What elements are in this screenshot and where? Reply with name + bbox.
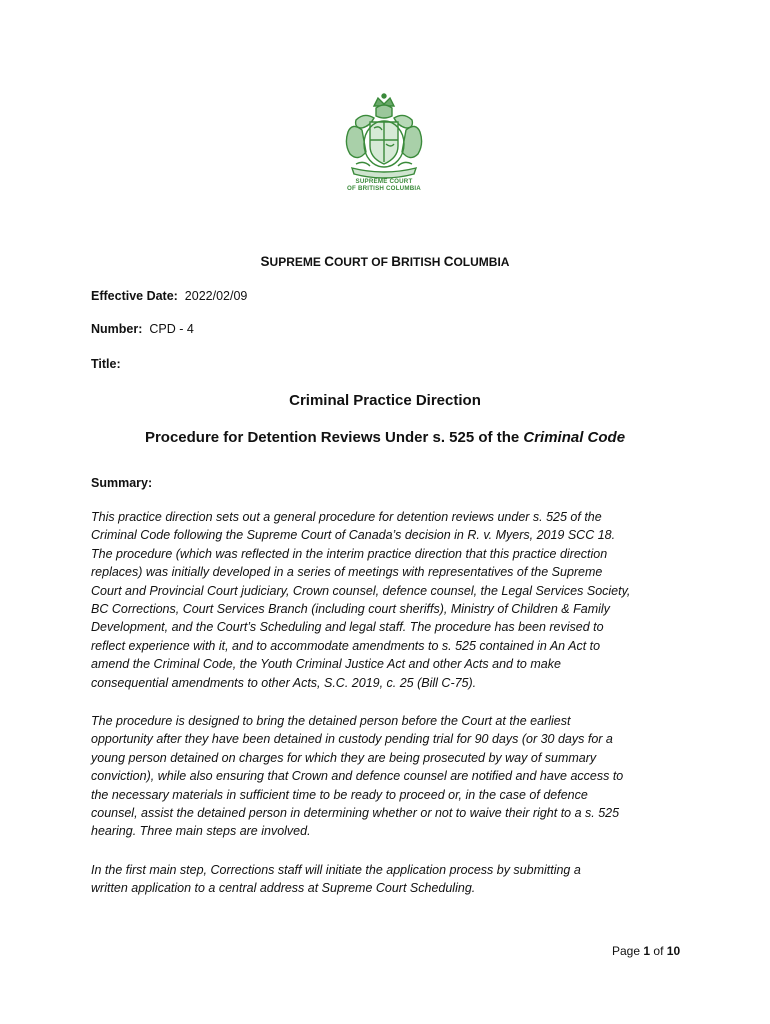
summary-paragraph-3: In the first main step, Corrections staff will initiate the application process by submitting a written application to a central address at Supreme Court Scheduling. — [91, 863, 581, 896]
crest-line-2: OF BRITISH COLUMBIA — [347, 185, 421, 192]
effective-date-row — [91, 289, 247, 303]
number-value: CPD - 4 — [149, 322, 194, 336]
document-title: Criminal Practice Direction — [289, 392, 481, 409]
summary-label: Summary: — [91, 476, 153, 490]
crest-caption — [330, 178, 438, 192]
court-name-heading: SUPREME COURT OF BRITISH COLUMBIA — [260, 254, 510, 269]
number-label: Number: — [91, 322, 143, 336]
title-row — [91, 357, 121, 371]
number-row — [91, 322, 194, 336]
title-label: Title: — [91, 357, 121, 371]
effective-date-value: 2022/02/09 — [184, 289, 248, 303]
summary-paragraph-1: This practice direction sets out a general procedure for detention reviews under s. 525 of the Criminal Code following the Supreme Court of Canada’s decision in R. v. Myers, 2019 SCC 18. The procedure (which was reflected in the interim practice direction that this practice direction replaces) was initially developed in a series of meetings with representatives of the Supreme Court and Provincial Court judiciary, Crown counsel, defence counsel, the Legal Services Society, BC Corrections, Court Services Branch (including court sheriffs), Ministry of Children & Family Development, and the Court’s Scheduling and legal staff. The procedure has been revised to reflect experience with it, and to accommodate amendments to s. 525 contained in An Act to amend the Criminal Code, the Youth Criminal Justice Act and other Acts and to make consequential amendments to other Acts, S.C. 2019, c. 25 (Bill C-75). — [91, 510, 631, 690]
summary-paragraph-2: The procedure is designed to bring the detained person before the Court at the earliest opportunity after they have been detained in custody pending trial for 90 days (or 30 days for a young person detained on charges for which they are being prosecuted by way of summary conviction), while also ensuring that Crown and defence counsel are notified and have access to the necessary materials in sufficient time to be ready to proceed or, in the case of defence counsel, assist the detained person in determining whether or not to waive their right to a s. 525 hearing. Three main steps are involved. — [91, 714, 624, 839]
effective-date-label: Effective Date: — [91, 289, 178, 303]
page-number: Page 1 of 10 — [612, 944, 681, 958]
document-subtitle: Procedure for Detention Reviews Under s. 525 of the Criminal Code — [144, 429, 626, 446]
crest-line-1: SUPREME COURT — [355, 178, 413, 185]
